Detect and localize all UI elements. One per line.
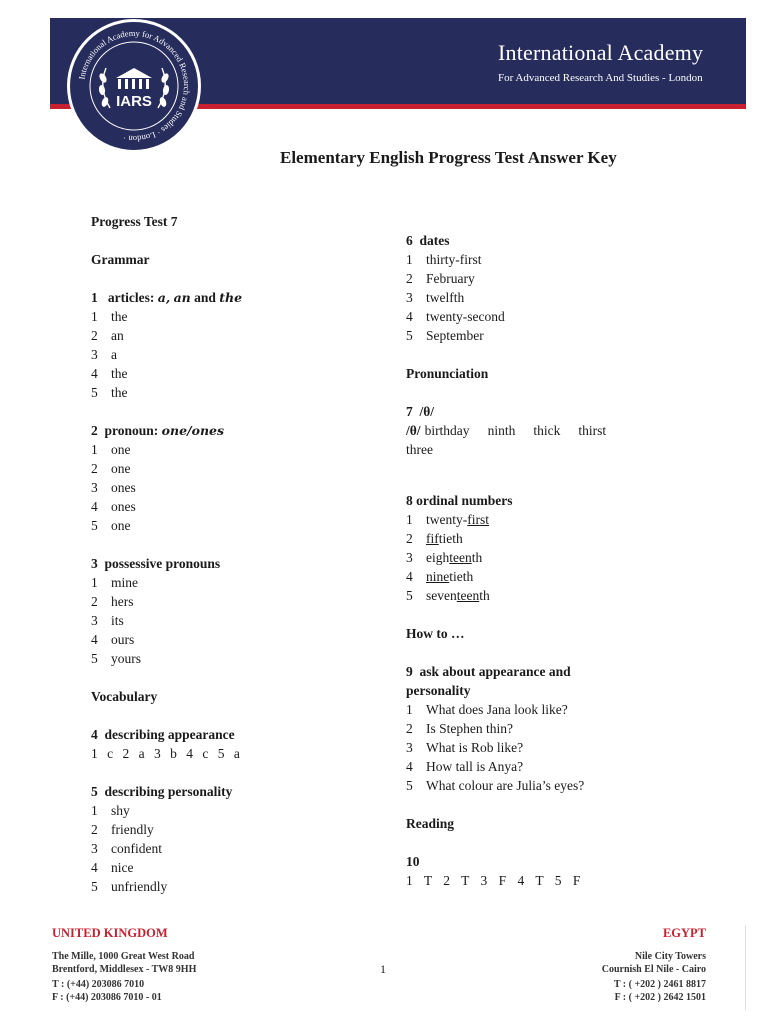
- footer-divider: [745, 925, 746, 1010]
- section-4-answers: 1 c 2 a 3 b 4 c 5 a: [91, 746, 242, 761]
- list-item: 3 twelfth: [406, 290, 465, 305]
- list-item: 1 shy: [91, 803, 130, 818]
- section-9-heading-cont: personality: [406, 683, 471, 698]
- list-item: 2 hers: [91, 594, 134, 609]
- list-item: 3 What is Rob like?: [406, 740, 524, 755]
- list-item: 4 twenty-second: [406, 309, 505, 324]
- list-item: 1 thirty-first: [406, 252, 482, 267]
- footer-egypt-title: EGYPT: [662, 926, 706, 940]
- section-7-word-wrap: three: [406, 442, 433, 457]
- list-item: 3 ones: [91, 480, 136, 495]
- academy-seal-logo: [66, 18, 202, 154]
- list-item: 4 ours: [91, 632, 135, 647]
- section-6-heading: 6 dates: [406, 233, 450, 248]
- list-item: 5 the: [91, 385, 128, 400]
- list-item: 3 confident: [91, 841, 162, 856]
- section-2-heading: 2 pronoun: one/ones: [91, 423, 225, 438]
- section-7-heading: 7 /θ/: [406, 404, 435, 419]
- list-item: 3 a: [91, 347, 117, 362]
- section-10-answers: 1 T 2 T 3 F 4 T 5 F: [406, 873, 582, 888]
- list-item: 1 the: [91, 309, 128, 324]
- list-item: 5 September: [406, 328, 484, 343]
- brand-title: International Academy: [498, 40, 704, 65]
- list-item: 4 How tall is Anya?: [406, 759, 524, 774]
- list-item: 2 friendly: [91, 822, 154, 837]
- footer-egypt-phone: T : ( +202 ) 2461 8817 F : ( +202 ) 2642 1501: [613, 979, 706, 1003]
- list-item: 5 yours: [91, 651, 141, 666]
- list-item: 5 unfriendly: [91, 879, 168, 894]
- grammar-heading: Grammar: [91, 252, 150, 267]
- test-label: Progress Test 7: [91, 214, 178, 229]
- section-1-heading: 1 articles: a, an and the: [91, 290, 243, 305]
- section-5-heading: 5 describing personality: [91, 784, 233, 799]
- list-item: 2 fiftieth: [406, 531, 463, 546]
- vocabulary-heading: Vocabulary: [91, 689, 158, 704]
- right-column: [406, 231, 706, 890]
- brand-subtitle: For Advanced Research And Studies - London: [498, 72, 703, 84]
- seal-text: IARS: [116, 93, 152, 110]
- list-item: 4 ones: [91, 499, 136, 514]
- document-title: Elementary English Progress Test Answer Key: [280, 148, 617, 167]
- reading-heading: Reading: [406, 816, 455, 831]
- list-item: 3 its: [91, 613, 124, 628]
- page-number: 1: [380, 962, 386, 976]
- list-item: 5 seventeenth: [406, 588, 490, 603]
- section-3-heading: 3 possessive pronouns: [91, 556, 221, 571]
- list-item: 1 one: [91, 442, 131, 457]
- section-7-words: /θ/ birthday ninth thick thirst: [406, 423, 607, 438]
- list-item: 4 nice: [91, 860, 134, 875]
- list-item: 1 mine: [91, 575, 138, 590]
- pronunciation-heading: Pronunciation: [406, 366, 489, 381]
- list-item: 5 one: [91, 518, 131, 533]
- list-item: 2 Is Stephen thin?: [406, 721, 513, 736]
- section-9-heading: 9 ask about appearance and: [406, 664, 571, 679]
- section-10-heading: 10: [406, 854, 420, 869]
- section-8-heading: 8 ordinal numbers: [406, 493, 513, 508]
- left-column: [91, 212, 381, 896]
- svg-text:International Academy for Adva: International Academy for Advanced Research and Studies · London ·: [76, 27, 193, 145]
- list-item: 2 one: [91, 461, 131, 476]
- list-item: 2 an: [91, 328, 124, 343]
- footer-uk-phone: T : (+44) 203086 7010 F : (+44) 203086 7010 - 01: [52, 979, 162, 1003]
- footer-uk-address: The Mille, 1000 Great West Road Brentford, Middlesex - TW8 9HH: [52, 951, 197, 975]
- section-4-heading: 4 describing appearance: [91, 727, 235, 742]
- list-item: 1 What does Jana look like?: [406, 702, 568, 717]
- brand-block: [498, 40, 703, 84]
- how-to-heading: How to …: [406, 626, 465, 641]
- list-item: 3 eighteenth: [406, 550, 483, 565]
- footer-uk-title: UNITED KINGDOM: [52, 926, 168, 940]
- list-item: 4 ninetieth: [406, 569, 474, 584]
- footer-egypt-address: Nile City Towers Cournish El Nile - Cairo: [601, 951, 706, 975]
- list-item: 4 the: [91, 366, 128, 381]
- list-item: 5 What colour are Julia’s eyes?: [406, 778, 585, 793]
- list-item: 1 twenty-first: [406, 512, 489, 527]
- list-item: 2 February: [406, 271, 475, 286]
